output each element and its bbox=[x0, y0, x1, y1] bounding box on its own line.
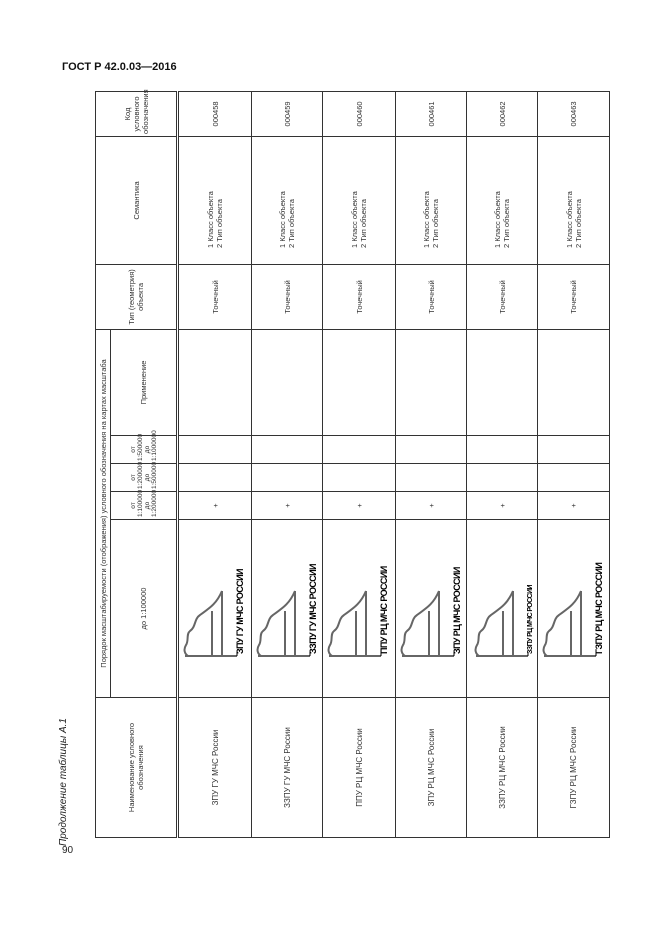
scale-mark: + bbox=[396, 492, 467, 520]
scale-mark bbox=[467, 436, 538, 464]
semantics-line: 1 Класс объекта bbox=[278, 191, 287, 248]
scale-mark bbox=[323, 464, 396, 492]
symbol-code: 000462 bbox=[467, 91, 538, 136]
shelter-symbol-icon bbox=[253, 519, 321, 697]
semantics-cell bbox=[252, 136, 323, 264]
shelter-symbol-icon bbox=[324, 519, 394, 697]
table-row bbox=[396, 91, 467, 837]
symbol-name: ГЗПУ РЦ МЧС России bbox=[538, 698, 610, 838]
col-header-scale-4: от 1:500000 до 1:1000000 bbox=[111, 436, 178, 464]
col-header-scale-1: до 1:100000 bbox=[111, 520, 178, 698]
shelter-symbol-icon bbox=[471, 519, 533, 697]
geometry-type: Точечный bbox=[467, 264, 538, 329]
semantics-line: 2 Тип объекта bbox=[287, 199, 296, 248]
table-row bbox=[252, 91, 323, 837]
scale-mark bbox=[178, 464, 252, 492]
col-header-note: Применение bbox=[111, 329, 178, 435]
symbol-name: ЗПУ РЦ МЧС России bbox=[396, 698, 467, 838]
document-title: ГОСТ Р 42.0.03—2016 bbox=[62, 61, 177, 73]
scale-mark bbox=[396, 464, 467, 492]
scale-mark bbox=[538, 436, 610, 464]
symbol-name: ЗЗПУ РЦ МЧС России bbox=[467, 698, 538, 838]
col-header-code: Код условного обозначения bbox=[96, 91, 178, 136]
note-cell bbox=[538, 329, 610, 435]
semantics-line: 2 Тип объекта bbox=[573, 199, 583, 248]
semantics-cell bbox=[467, 136, 538, 264]
shelter-symbol-icon bbox=[539, 519, 608, 697]
page-number: 90 bbox=[62, 845, 74, 856]
semantics-line: 1 Класс объекта bbox=[493, 191, 502, 248]
symbol-label: ЗПУ ГУ МЧС РОССИИ bbox=[235, 569, 245, 654]
scale-mark bbox=[323, 436, 396, 464]
symbol-code: 000459 bbox=[252, 91, 323, 136]
symbol-cell bbox=[178, 520, 252, 698]
symbol-cell bbox=[538, 520, 610, 698]
semantics-line: 1 Класс объекта bbox=[350, 191, 359, 248]
symbol-cell bbox=[396, 520, 467, 698]
table-row bbox=[323, 91, 396, 837]
symbol-label: ЗПУ РЦ МЧС РОССИИ bbox=[452, 567, 462, 654]
scale-mark: + bbox=[467, 492, 538, 520]
semantics-line: 1 Класс объекта bbox=[564, 191, 574, 248]
col-header-scale-2: от 1:100000 до 1:200000 bbox=[111, 492, 178, 520]
semantics-cell bbox=[538, 136, 610, 264]
shelter-symbol-icon bbox=[397, 519, 465, 697]
col-header-scale-3: от 1:200000 до 1:500000 bbox=[111, 464, 178, 492]
symbol-code: 000460 bbox=[323, 91, 396, 136]
scale-mark: + bbox=[323, 492, 396, 520]
scale-mark: + bbox=[252, 492, 323, 520]
col-header-semantics: Семантика bbox=[96, 136, 178, 264]
note-cell bbox=[467, 329, 538, 435]
col-header-name: Наименование условного обозначения bbox=[96, 698, 178, 838]
symbol-name: ППУ РЦ МЧС России bbox=[323, 698, 396, 838]
symbol-table bbox=[95, 89, 604, 838]
semantics-cell bbox=[323, 136, 396, 264]
scale-mark: + bbox=[178, 492, 252, 520]
geometry-type: Точечный bbox=[252, 264, 323, 329]
semantics-line: 2 Тип объекта bbox=[502, 199, 511, 248]
note-cell bbox=[323, 329, 396, 435]
semantics-cell bbox=[396, 136, 467, 264]
scale-mark bbox=[252, 436, 323, 464]
semantics-line: 2 Тип объекта bbox=[215, 199, 224, 248]
symbol-code: 000461 bbox=[396, 91, 467, 136]
col-header-scale-group: Порядок масштабируемости (отображения) условного обозначения на картах масштаба bbox=[96, 329, 111, 697]
table-row bbox=[467, 91, 538, 837]
note-cell bbox=[252, 329, 323, 435]
table-caption: Продолжение таблицы А.1 bbox=[58, 718, 69, 846]
semantics-cell bbox=[178, 136, 252, 264]
geometry-type: Точечный bbox=[178, 264, 252, 329]
symbol-cell bbox=[252, 520, 323, 698]
geometry-type: Точечный bbox=[396, 264, 467, 329]
semantics-line: 1 Класс объекта bbox=[206, 191, 215, 248]
scale-mark bbox=[467, 464, 538, 492]
scale-mark bbox=[252, 464, 323, 492]
symbol-code: 000463 bbox=[538, 91, 610, 136]
table-row bbox=[178, 91, 252, 837]
symbol-label: ППУ РЦ МЧС РОССИИ bbox=[379, 566, 389, 654]
scale-mark bbox=[178, 436, 252, 464]
semantics-line: 1 Класс объекта bbox=[422, 191, 431, 248]
symbol-cell bbox=[323, 520, 396, 698]
note-cell bbox=[396, 329, 467, 435]
shelter-symbol-icon bbox=[180, 519, 250, 697]
geometry-type: Точечный bbox=[323, 264, 396, 329]
geometry-type: Точечный bbox=[538, 264, 610, 329]
scale-mark bbox=[538, 464, 610, 492]
col-header-type: Тип (геометрия) объекта bbox=[96, 264, 178, 329]
symbol-name: ЗЗПУ ГУ МЧС России bbox=[252, 698, 323, 838]
symbol-label: ЗЗПУ РЦ МЧС РОССИИ bbox=[527, 585, 534, 654]
symbol-code: 000458 bbox=[178, 91, 252, 136]
symbol-label: ГЗПУ РЦ МЧС РОССИИ bbox=[594, 562, 604, 654]
symbol-cell bbox=[467, 520, 538, 698]
note-cell bbox=[178, 329, 252, 435]
semantics-line: 2 Тип объекта bbox=[431, 199, 440, 248]
semantics-line: 2 Тип объекта bbox=[359, 199, 368, 248]
scale-mark bbox=[396, 436, 467, 464]
symbol-label: ЗЗПУ ГУ МЧС РОССИИ bbox=[308, 564, 318, 654]
symbol-name: ЗПУ ГУ МЧС России bbox=[178, 698, 252, 838]
table-row bbox=[538, 91, 610, 837]
scale-mark: + bbox=[538, 492, 610, 520]
